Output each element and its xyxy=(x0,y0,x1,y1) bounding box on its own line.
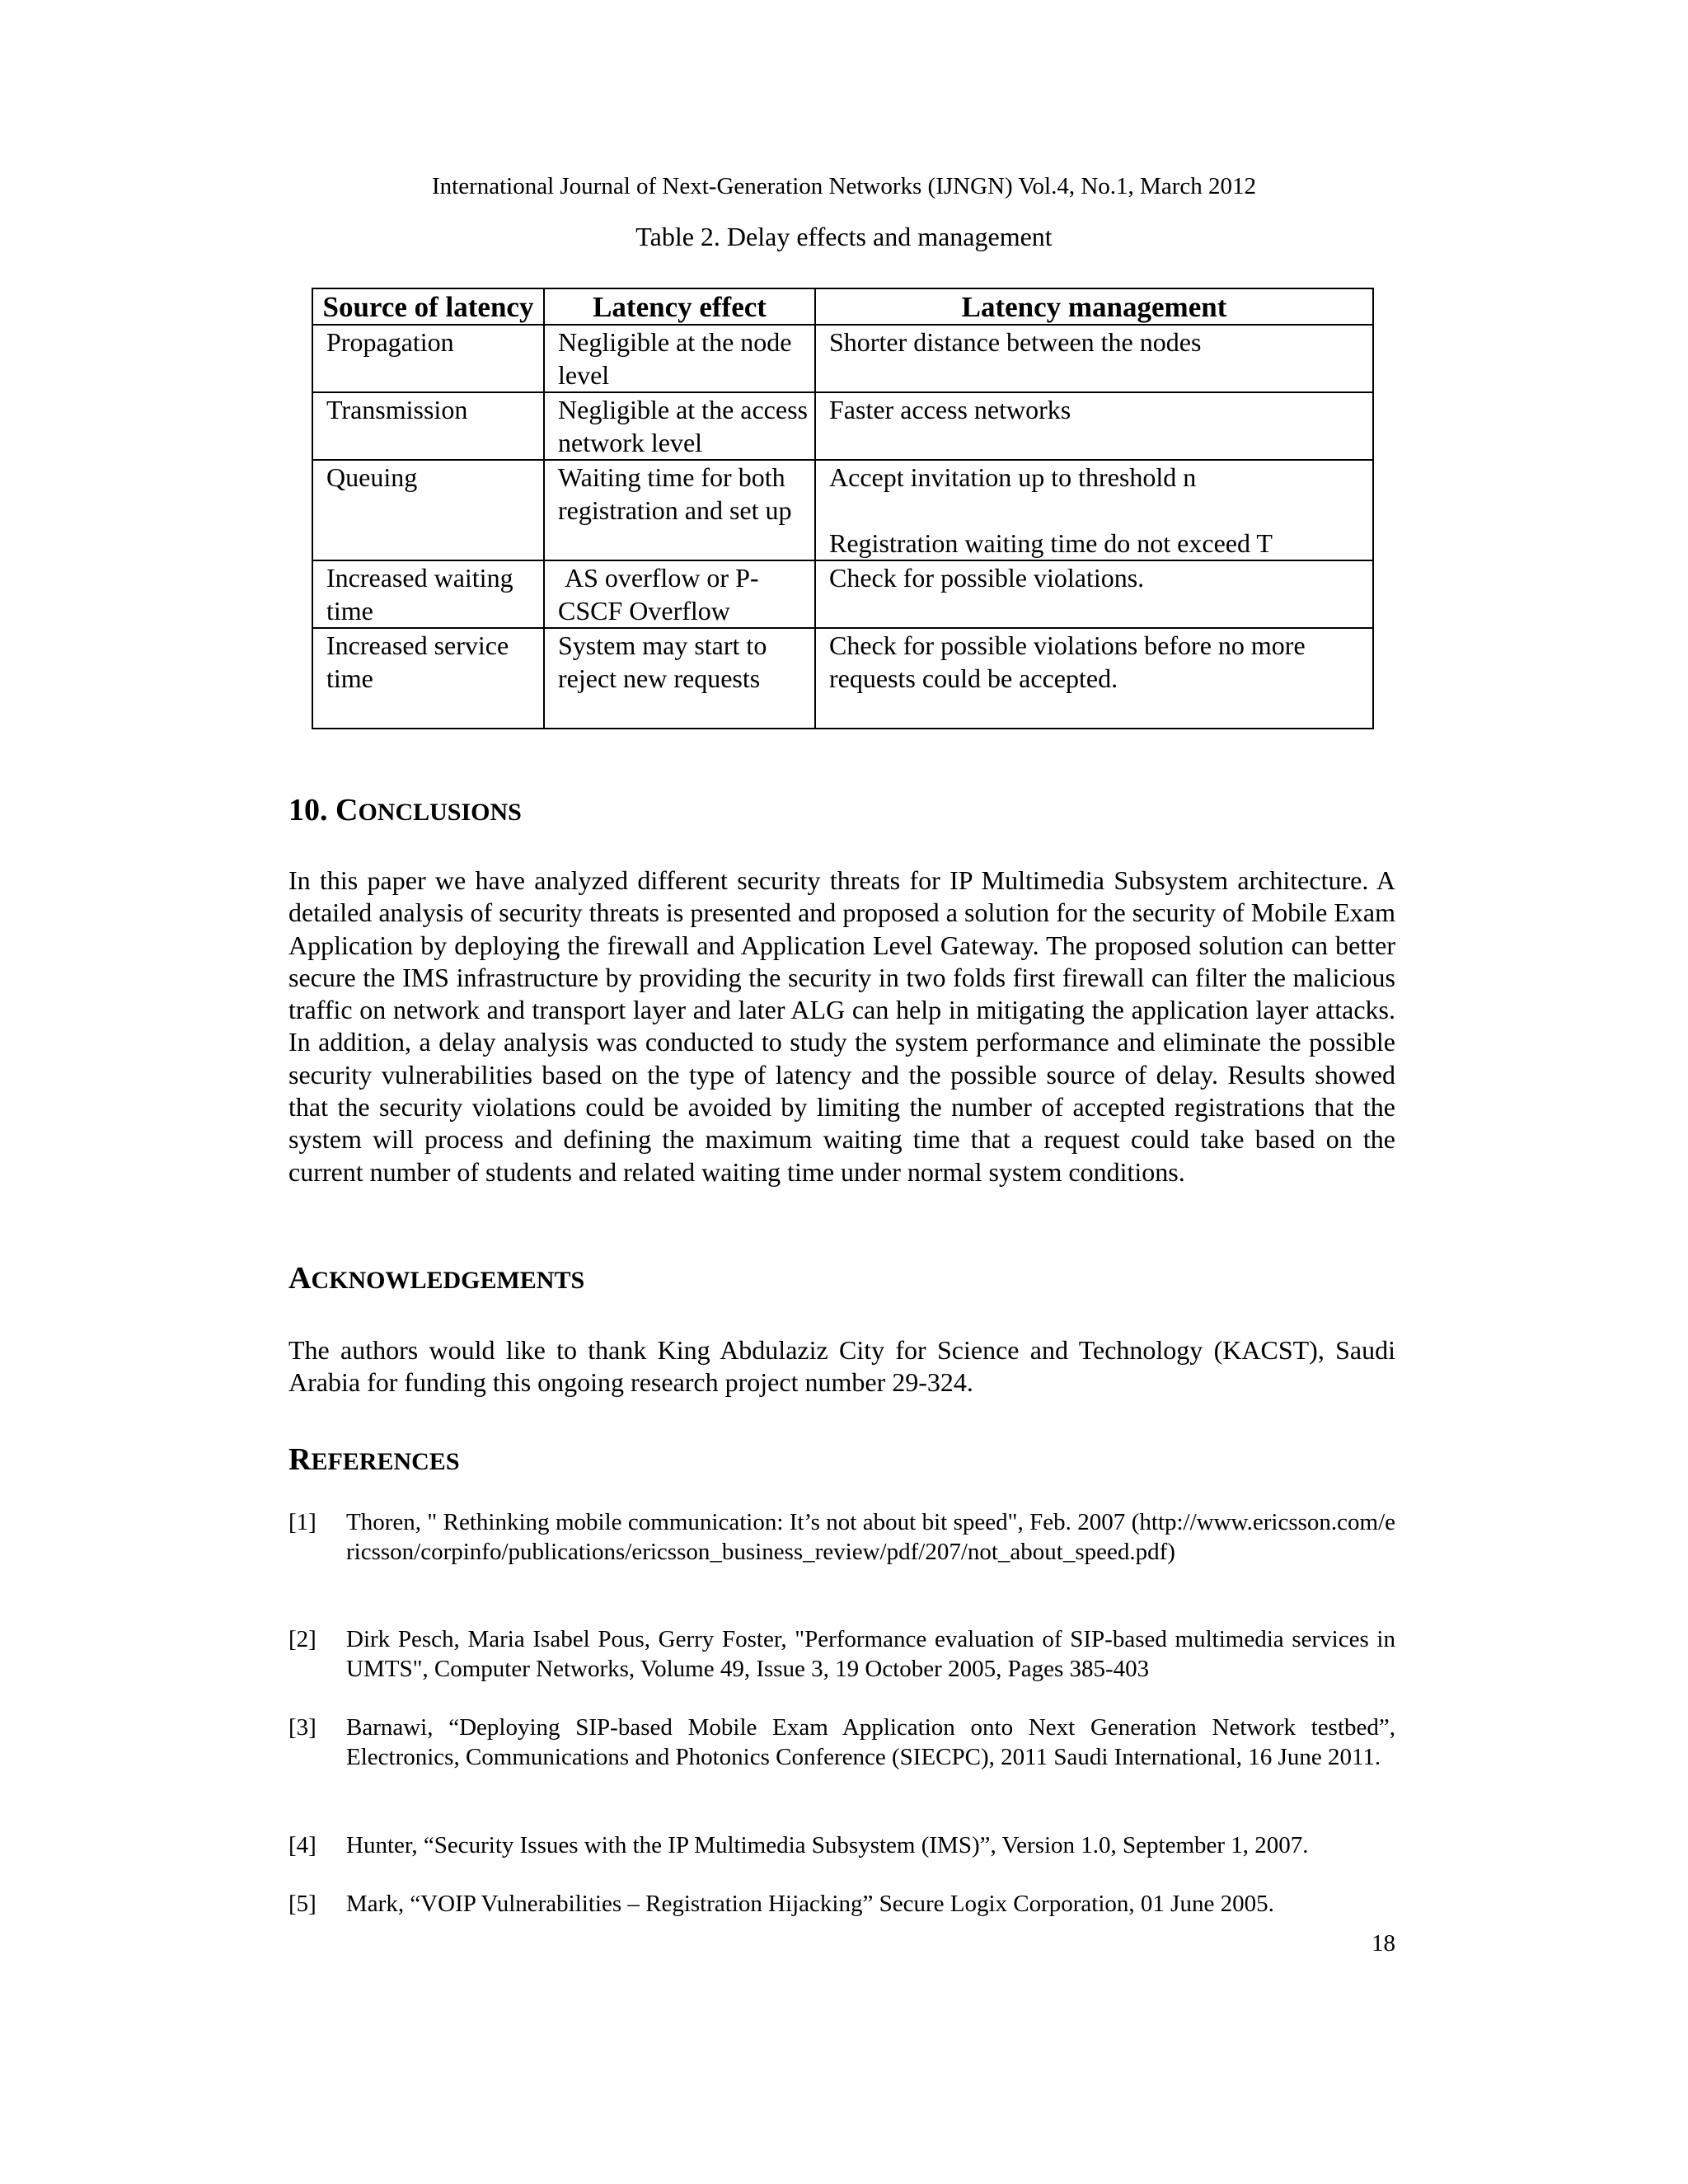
cell-management xyxy=(815,628,1373,729)
section-number: 10. xyxy=(288,793,335,827)
reference-number: [3] xyxy=(288,1714,316,1741)
cell-effect: Waiting time for both registration and set up xyxy=(544,460,815,560)
management-line: Registration waiting time do not exceed T xyxy=(829,528,1273,558)
reference-item xyxy=(288,1508,1395,1567)
reference-text: Dirk Pesch, Maria Isabel Pous, Gerry Foster, "Performance evaluation of SIP-based multimedia services in UMTS", Computer Networks, Volume 49, Issue 3, 19 October 2005, Pages 385-403 xyxy=(346,1626,1395,1682)
cell-effect: System may start to reject new requests xyxy=(544,628,815,729)
table-header-row xyxy=(312,288,1373,325)
reference-item xyxy=(288,1831,1395,1861)
reference-text: Barnawi, “Deploying SIP-based Mobile Exam Application onto Next Generation Network testbed”, Electronics, Communications and Photonics Conference (SIECPC), 2011 Saudi International, 16 June 2011. xyxy=(346,1714,1395,1770)
management-line: Shorter distance between the nodes xyxy=(829,327,1202,357)
acknowledgements-paragraph: The authors would like to thank King Abdulaziz City for Science and Technology (KACST), Saudi Arabia for funding this ongoing research project number 29-324. xyxy=(288,1335,1395,1398)
cell-source: Propagation xyxy=(312,325,544,392)
cell-management xyxy=(815,560,1373,628)
delay-effects-table xyxy=(312,288,1374,729)
reference-item xyxy=(288,1625,1395,1684)
references-heading xyxy=(288,1441,460,1481)
table-row xyxy=(312,628,1373,729)
heading-rest: ONCLUSIONS xyxy=(358,799,522,826)
cell-source: Queuing xyxy=(312,460,544,560)
reference-number: [5] xyxy=(288,1891,316,1917)
reference-text: Thoren, " Rethinking mobile communication: It’s not about bit speed", Feb. 2007 (http://www.ericsson.com/ericsson/corpinfo/publications/ericsson_business_review/pdf/207/not_about_speed.pdf) xyxy=(346,1509,1395,1565)
management-line: Accept invitation up to threshold n xyxy=(829,462,1197,492)
table-row xyxy=(312,325,1373,392)
management-line: Check for possible violations. xyxy=(829,563,1145,593)
cell-management xyxy=(815,460,1373,560)
table-row xyxy=(312,460,1373,560)
reference-item xyxy=(288,1713,1395,1772)
header-latency-effect: Latency effect xyxy=(544,288,815,325)
reference-text: Mark, “VOIP Vulnerabilities – Registration Hijacking” Secure Logix Corporation, 01 June 2005. xyxy=(346,1891,1274,1917)
page-number: 18 xyxy=(1372,1930,1395,1957)
heading-initial: C xyxy=(335,793,359,827)
reference-number: [1] xyxy=(288,1509,316,1535)
cell-effect: Negligible at the access network level xyxy=(544,392,815,460)
cell-effect: Negligible at the node level xyxy=(544,325,815,392)
cell-source: Increased service time xyxy=(312,628,544,729)
reference-number: [2] xyxy=(288,1626,316,1652)
acknowledgements-heading xyxy=(288,1259,584,1300)
management-spacer xyxy=(829,494,1372,527)
heading-initial: A xyxy=(288,1261,312,1296)
cell-source: Transmission xyxy=(312,392,544,460)
cell-management xyxy=(815,392,1373,460)
management-line: Check for possible violations before no more requests could be accepted. xyxy=(829,630,1306,693)
table-row xyxy=(312,392,1373,460)
table-row xyxy=(312,560,1373,628)
management-line: Faster access networks xyxy=(829,395,1071,424)
conclusions-paragraph: In this paper we have analyzed different security threats for IP Multimedia Subsystem architecture. A detailed analysis of security threats is presented and proposed a solution for the security of Mobile Exam Application by deploying the firewall and Application Level Gateway. The proposed solution can better secure the IMS infrastructure by providing the security in two folds first firewall can filter the malicious traffic on network and transport layer and later ALG can help in mitigating the application layer attacks. In addition, a delay analysis was conducted to study the system performance and eliminate the possible security vulnerabilities based on the type of latency and the possible source of delay. Results showed that the security violations could be avoided by limiting the number of accepted registrations that the system will process and defining the maximum waiting time that a request could take based on the current number of students and related waiting time under normal system conditions. xyxy=(288,865,1395,1187)
conclusions-heading xyxy=(288,791,522,832)
cell-source: Increased waiting time xyxy=(312,560,544,628)
cell-effect: AS overflow or P-CSCF Overflow xyxy=(544,560,815,628)
reference-item xyxy=(288,1890,1395,1919)
table-caption: Table 2. Delay effects and management xyxy=(635,222,1053,251)
header-source-of-latency: Source of latency xyxy=(312,288,544,325)
header-latency-management: Latency management xyxy=(815,288,1373,325)
heading-rest: CKNOWLEDGEMENTS xyxy=(311,1267,585,1294)
reference-text: Hunter, “Security Issues with the IP Multimedia Subsystem (IMS)”, Version 1.0, September 1, 2007. xyxy=(346,1832,1309,1858)
running-header: International Journal of Next-Generation Networks (IJNGN) Vol.4, No.1, March 2012 xyxy=(431,173,1256,199)
heading-rest: EFERENCES xyxy=(311,1448,460,1475)
reference-number: [4] xyxy=(288,1832,316,1858)
heading-initial: R xyxy=(288,1442,312,1477)
cell-management xyxy=(815,325,1373,392)
